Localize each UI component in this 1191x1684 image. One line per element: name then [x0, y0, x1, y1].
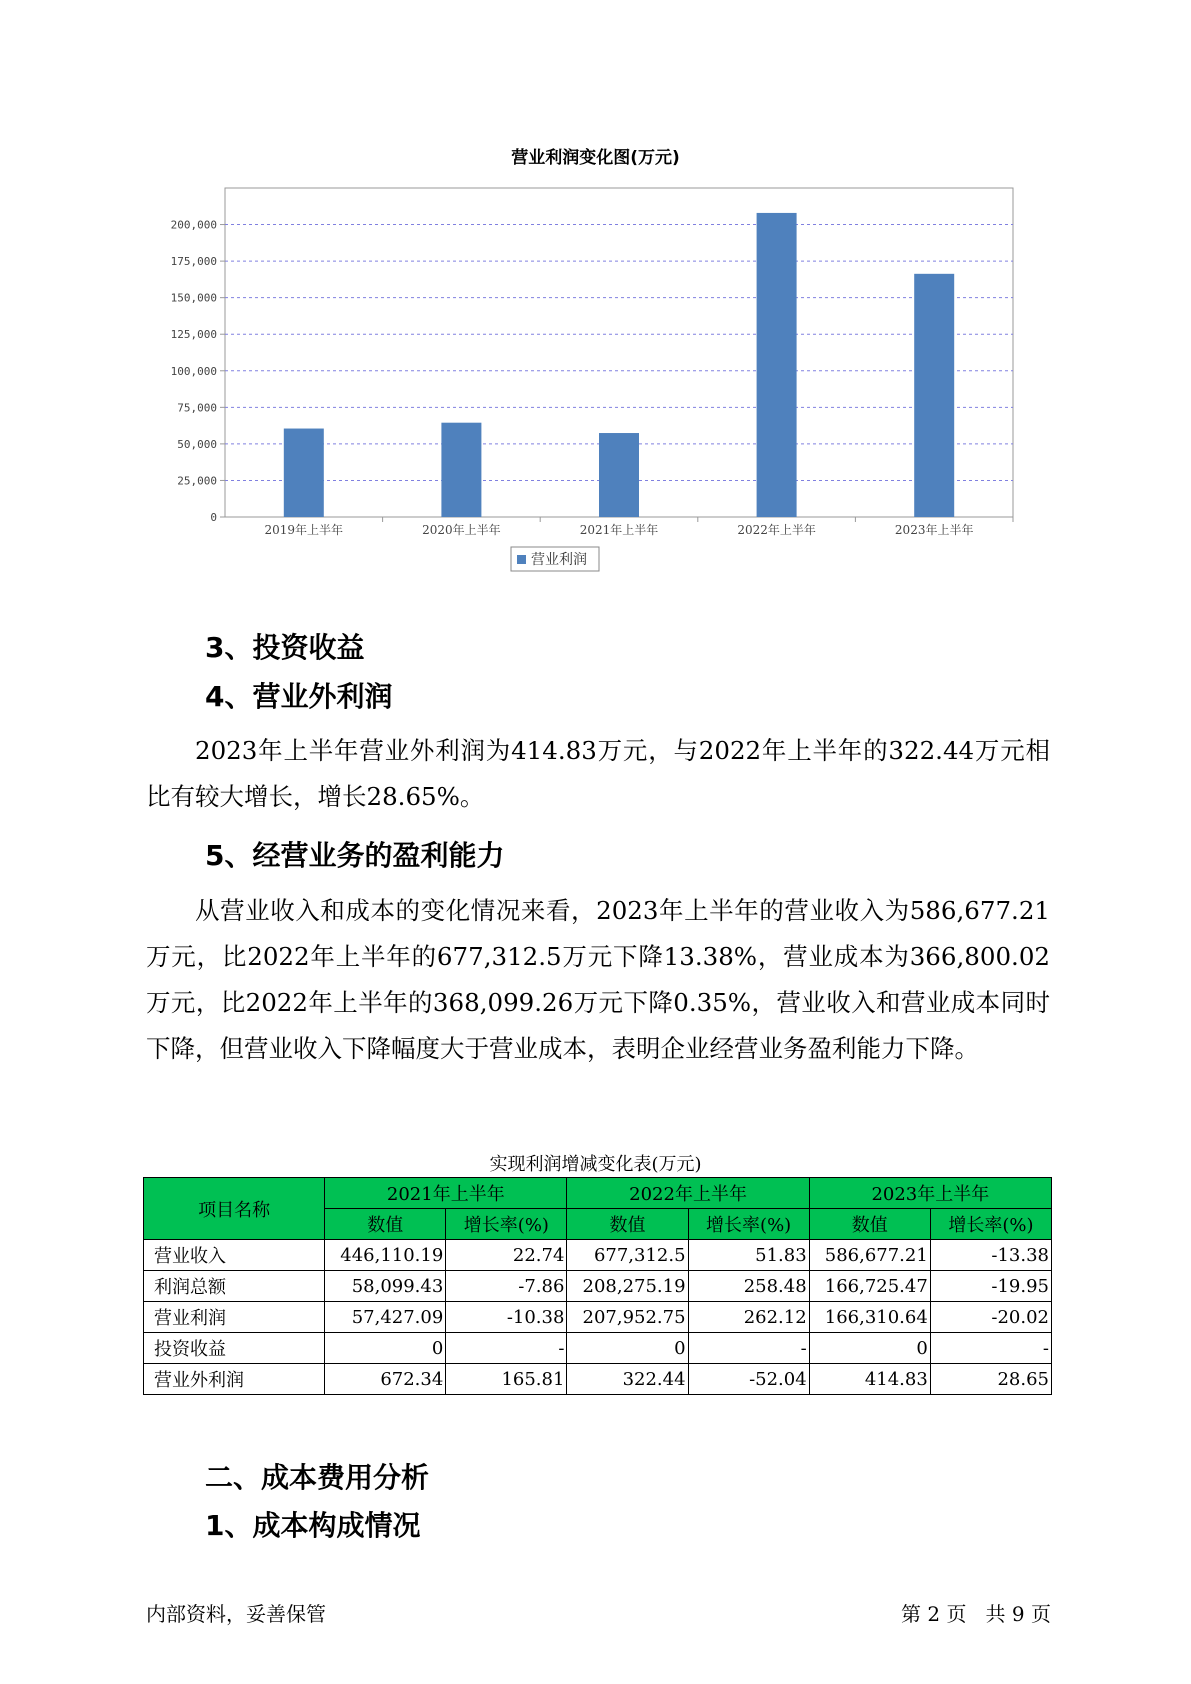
investment-income-heading: 3、投资收益 — [205, 631, 365, 664]
table-cell: 28.65 — [930, 1364, 1051, 1395]
table-cell: - — [446, 1333, 567, 1364]
y-tick-label: 175,000 — [170, 255, 217, 269]
table-cell: 165.81 — [446, 1364, 567, 1395]
legend-swatch — [517, 555, 526, 564]
table-row — [144, 1240, 1052, 1271]
table-row — [144, 1364, 1052, 1395]
footer-confidential-note: 内部资料，妥善保管 — [146, 1602, 326, 1626]
table-cell: 208,275.19 — [567, 1271, 688, 1302]
operating-profit-bar-chart — [140, 178, 1030, 583]
table-cell: 0 — [325, 1333, 446, 1364]
growth-header: 增长率(%) — [688, 1209, 809, 1240]
period-header-2022: 2022年上半年 — [567, 1178, 809, 1209]
table-cell: -52.04 — [688, 1364, 809, 1395]
table-cell: 166,310.64 — [809, 1302, 930, 1333]
table-cell: -7.86 — [446, 1271, 567, 1302]
row-label: 利润总额 — [144, 1271, 325, 1302]
legend-label: 营业利润 — [531, 552, 587, 568]
profitability-paragraph: 从营业收入和成本的变化情况来看，2023年上半年的营业收入为586,677.21万元，比2022年上半年的677,312.5万元下降13.38%，营业成本为366,800.02万元，比2022年上半年的368,099.26万元下降0.35%，营业收入和营业成本同时下降，但营业收入下降幅度大于营业成本，表明企业经营业务盈利能力下降。 — [146, 896, 1050, 1063]
x-tick-label: 2020年上半年 — [422, 523, 501, 537]
table-row — [144, 1271, 1052, 1302]
x-tick-label: 2019年上半年 — [264, 523, 344, 537]
chart-title: 营业利润变化图(万元) — [511, 148, 680, 168]
profitability-heading: 5、经营业务的盈利能力 — [205, 839, 505, 872]
table-cell: - — [930, 1333, 1051, 1364]
y-tick-label: 75,000 — [177, 401, 217, 415]
table-row — [144, 1333, 1052, 1364]
y-tick-label: 200,000 — [170, 218, 217, 232]
table-cell: 262.12 — [688, 1302, 809, 1333]
table-cell: 0 — [567, 1333, 688, 1364]
table-cell: 677,312.5 — [567, 1240, 688, 1271]
table-cell: 22.74 — [446, 1240, 567, 1271]
bar — [599, 433, 639, 517]
table-cell: -19.95 — [930, 1271, 1051, 1302]
table-cell: 258.48 — [688, 1271, 809, 1302]
row-label: 营业利润 — [144, 1302, 325, 1333]
cost-structure-heading: 1、成本构成情况 — [205, 1509, 421, 1542]
table-cell: 207,952.75 — [567, 1302, 688, 1333]
table-cell: 672.34 — [325, 1364, 446, 1395]
period-header-2021: 2021年上半年 — [325, 1178, 567, 1209]
table-cell: -20.02 — [930, 1302, 1051, 1333]
y-tick-label: 0 — [210, 511, 217, 524]
row-label: 营业外利润 — [144, 1364, 325, 1395]
y-tick-label: 125,000 — [170, 328, 217, 342]
value-header: 数值 — [325, 1209, 446, 1240]
row-label: 营业收入 — [144, 1240, 325, 1271]
y-tick-label: 50,000 — [177, 437, 217, 451]
y-tick-label: 100,000 — [170, 364, 217, 378]
footer-page-number: 第 2 页 共 9 页 — [901, 1602, 1051, 1626]
table-cell: 0 — [809, 1333, 930, 1364]
table-cell: 586,677.21 — [809, 1240, 930, 1271]
non-operating-profit-heading: 4、营业外利润 — [205, 680, 393, 713]
table-caption: 实现利润增减变化表(万元) — [489, 1154, 702, 1175]
table-cell: -10.38 — [446, 1302, 567, 1333]
bar — [757, 213, 797, 517]
x-tick-label: 2023年上半年 — [894, 523, 974, 537]
period-header-2023: 2023年上半年 — [809, 1178, 1051, 1209]
y-tick-label: 150,000 — [170, 291, 217, 305]
table-cell: 414.83 — [809, 1364, 930, 1395]
item-name-header: 项目名称 — [144, 1178, 325, 1240]
table-row — [144, 1302, 1052, 1333]
value-header: 数值 — [567, 1209, 688, 1240]
table-cell: 166,725.47 — [809, 1271, 930, 1302]
table-cell: 57,427.09 — [325, 1302, 446, 1333]
table-cell: 322.44 — [567, 1364, 688, 1395]
cost-analysis-heading: 二、成本费用分析 — [205, 1461, 430, 1494]
table-cell: 446,110.19 — [325, 1240, 446, 1271]
growth-header: 增长率(%) — [930, 1209, 1051, 1240]
bar — [441, 423, 481, 517]
table-cell: 58,099.43 — [325, 1271, 446, 1302]
table-cell: -13.38 — [930, 1240, 1051, 1271]
non-operating-profit-paragraph: 2023年上半年营业外利润为414.83万元，与2022年上半年的322.44万元相比有较大增长，增长28.65%。 — [146, 736, 1050, 811]
bar — [914, 274, 954, 517]
table-cell: - — [688, 1333, 809, 1364]
profit-change-table — [143, 1177, 1052, 1395]
row-label: 投资收益 — [144, 1333, 325, 1364]
table-cell: 51.83 — [688, 1240, 809, 1271]
x-tick-label: 2022年上半年 — [737, 523, 816, 537]
x-tick-label: 2021年上半年 — [579, 523, 659, 537]
bar — [284, 429, 324, 517]
y-tick-label: 25,000 — [177, 474, 217, 488]
growth-header: 增长率(%) — [446, 1209, 567, 1240]
value-header: 数值 — [809, 1209, 930, 1240]
